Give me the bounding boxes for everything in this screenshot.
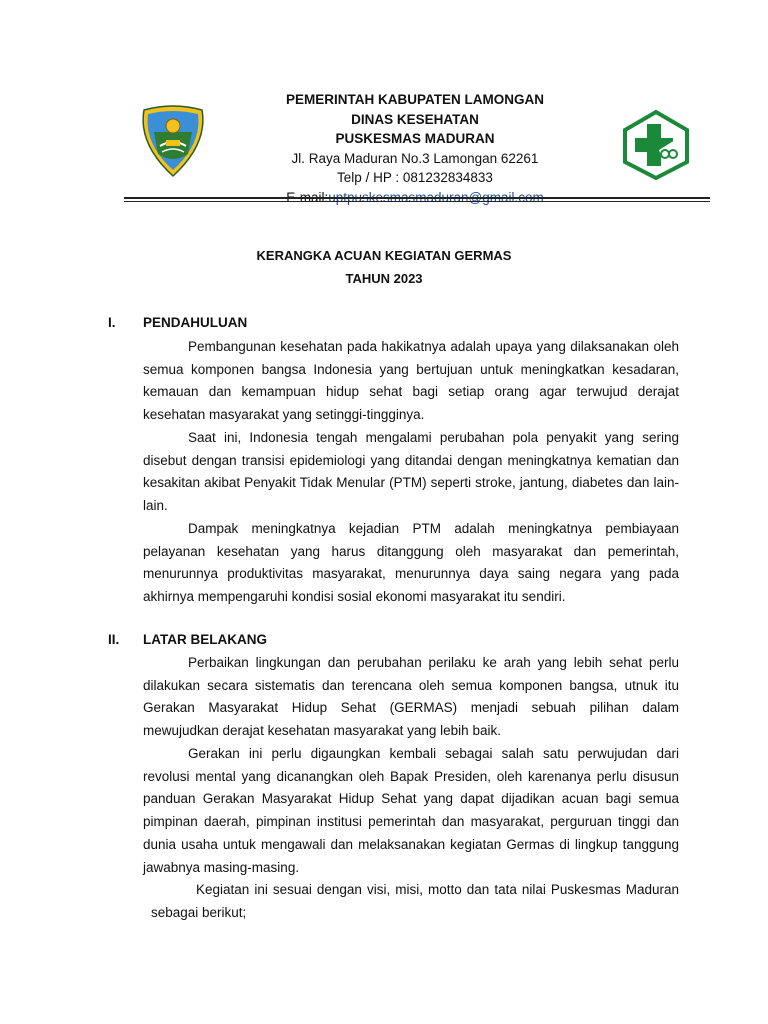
letterhead — [210, 90, 620, 207]
letterhead-rule-thin — [124, 201, 710, 202]
section-1-paragraph-1: Pembangunan kesehatan pada hakikatnya adalah upaya yang dilaksanakan oleh semua komponen bangsa Indonesia yang bertujuan untuk meningkatkan kesadaran, kemauan dan kemampuan hidup sehat bagi setiap orang agar terwujud derajat kesehatan masyarakat yang setinggi-tingginya. — [143, 339, 679, 423]
letterhead-puskesmas: PUSKESMAS MADURAN — [335, 131, 495, 146]
section-2-paragraph-1: Perbaikan lingkungan dan perubahan perilaku ke arah yang lebih sehat perlu dilakukan secara sistematis dan terencana oleh semua komponen bangsa, utnuk itu Gerakan Masyarakat Hidup Sehat (GERMAS) menjadi sebuah pilihan dalam mewujudkan derajat kesehatan masyarakat yang lebih baik. — [143, 655, 679, 739]
lamongan-emblem-logo — [138, 104, 208, 178]
letterhead-government: PEMERINTAH KABUPATEN LAMONGAN — [286, 92, 544, 107]
document-year: TAHUN 2023 — [345, 271, 423, 286]
section-2-heading: LATAR BELAKANG — [143, 632, 267, 647]
section-2-paragraph-3: Kegiatan ini sesuai dengan visi, misi, motto dan tata nilai Puskesmas Maduran sebagai berikut; — [151, 882, 679, 920]
puskesmas-logo — [623, 110, 689, 180]
section-1-heading: PENDAHULUAN — [143, 315, 248, 330]
section-2-number: II. — [108, 632, 120, 647]
letterhead-address: Jl. Raya Maduran No.3 Lamongan 62261 — [291, 150, 539, 166]
letterhead-rule-thick — [124, 197, 710, 199]
letterhead-phone: Telp / HP : 081232834833 — [337, 170, 493, 185]
section-1-number: I. — [108, 315, 116, 330]
document-title: KERANGKA ACUAN KEGIATAN GERMAS — [256, 248, 512, 263]
section-1-paragraph-2: Saat ini, Indonesia tengah mengalami perubahan pola penyakit yang sering disebut dengan transisi epidemiologi yang ditandai dengan meningkatnya kematian dan kesakitan akibat Penyakit Tidak Menular (PTM) seperti stroke, jantung, diabetes dan lain-lain. — [143, 430, 679, 514]
letterhead-department: DINAS KESEHATAN — [351, 111, 479, 127]
section-2-paragraph-2: Gerakan ini perlu digaungkan kembali sebagai salah satu perwujudan dari revolusi mental yang dicanangkan oleh Bapak Presiden, oleh karenanya perlu disusun panduan Gerakan Masyarakat Hidup Sehat yang dapat dijadikan acuan bagi semua pimpinan daerah, pimpinan institusi pemerintah dan masyarakat, perguruan tinggi dan dunia usaha untuk mengawali dan melaksanakan kegiatan Germas di lingkup tanggung jawabnya masing-masing. — [143, 746, 679, 875]
section-1-paragraph-3: Dampak meningkatnya kejadian PTM adalah meningkatnya pembiayaan pelayanan kesehatan yang harus ditanggung oleh masyarakat dan pemerintah, menurunnya produktivitas masyarakat, menurunnya daya saing negara yang pada akhirnya mempengaruhi kondisi sosial ekonomi masyarakat itu sendiri. — [143, 521, 679, 605]
